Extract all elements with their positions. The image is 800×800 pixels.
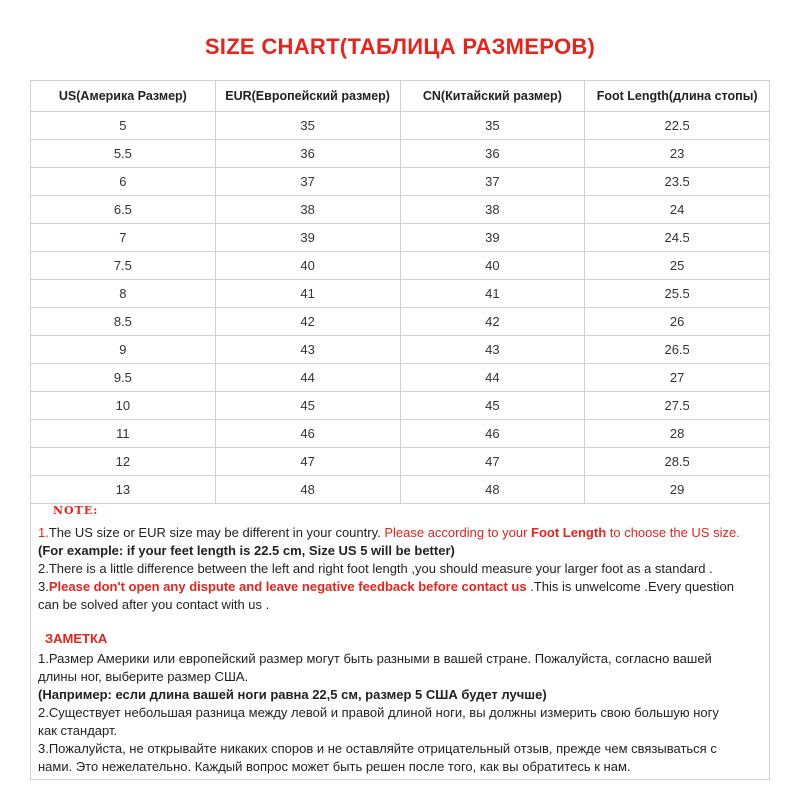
header-us: US(Америка Размер) [31, 81, 216, 112]
table-header-row [31, 81, 770, 112]
table-row [31, 196, 770, 224]
cell-eur: 35 [215, 112, 400, 140]
cell-cn: 35 [400, 112, 585, 140]
note-en-item-1-example: (For example: if your feet length is 22.5 cm, Size US 5 will be better) [38, 543, 455, 558]
cell-cn: 41 [400, 280, 585, 308]
cell-foot-length: 24.5 [585, 224, 770, 252]
cell-cn: 45 [400, 392, 585, 420]
table-row [31, 364, 770, 392]
cell-eur: 39 [215, 224, 400, 252]
header-eur: EUR(Европейский размер) [215, 81, 400, 112]
cell-foot-length: 24 [585, 196, 770, 224]
note-en-item-1-num: 1. [38, 525, 49, 540]
cell-eur: 43 [215, 336, 400, 364]
table-row [31, 224, 770, 252]
cell-cn: 40 [400, 252, 585, 280]
cell-foot-length: 29 [585, 476, 770, 504]
notes-section [38, 502, 763, 776]
note-en-item-3 [38, 578, 763, 596]
cell-foot-length: 28 [585, 420, 770, 448]
cell-us: 5 [31, 112, 216, 140]
cell-eur: 41 [215, 280, 400, 308]
table-row [31, 448, 770, 476]
cell-cn: 42 [400, 308, 585, 336]
note-en-item-1 [38, 524, 763, 542]
cell-foot-length: 26 [585, 308, 770, 336]
note-heading-en: NOTE: [53, 504, 99, 517]
cell-eur: 38 [215, 196, 400, 224]
cell-foot-length: 23 [585, 140, 770, 168]
cell-cn: 48 [400, 476, 585, 504]
cell-cn: 44 [400, 364, 585, 392]
cell-foot-length: 25 [585, 252, 770, 280]
cell-us: 12 [31, 448, 216, 476]
table-row [31, 420, 770, 448]
cell-us: 13 [31, 476, 216, 504]
cell-eur: 47 [215, 448, 400, 476]
note-en-item-3-num: 3. [38, 579, 49, 594]
cell-foot-length: 27 [585, 364, 770, 392]
table-row [31, 252, 770, 280]
cell-foot-length: 22.5 [585, 112, 770, 140]
cell-us: 10 [31, 392, 216, 420]
cell-us: 9.5 [31, 364, 216, 392]
note-ru-item-1-cont: длины ног, выберите размер США. [38, 669, 249, 684]
cell-eur: 36 [215, 140, 400, 168]
cell-us: 7.5 [31, 252, 216, 280]
cell-us: 8 [31, 280, 216, 308]
cell-us: 9 [31, 336, 216, 364]
cell-cn: 36 [400, 140, 585, 168]
cell-cn: 37 [400, 168, 585, 196]
table-row [31, 168, 770, 196]
note-ru-item-1: 1.Размер Америки или европейский размер могут быть разными в вашей стране. Пожалуйста, согласно вашей [38, 651, 712, 666]
cell-eur: 37 [215, 168, 400, 196]
page-title: SIZE CHART(ТАБЛИЦА РАЗМЕРОВ) [204, 34, 596, 59]
cell-foot-length: 27.5 [585, 392, 770, 420]
cell-cn: 38 [400, 196, 585, 224]
note-en-item-3-red: Please don't open any dispute and leave negative feedback before contact us [48, 579, 527, 594]
cell-us: 8.5 [31, 308, 216, 336]
table-row [31, 336, 770, 364]
table-row [31, 308, 770, 336]
cell-foot-length: 28.5 [585, 448, 770, 476]
size-table [30, 80, 770, 504]
cell-eur: 42 [215, 308, 400, 336]
note-en-item-1-foot-length: Foot Length [531, 525, 607, 540]
note-ru-item-3-cont: нами. Это нежелательно. Каждый вопрос может быть решен после того, как вы обратитесь к нам. [38, 759, 631, 774]
cell-us: 11 [31, 420, 216, 448]
note-en-item-1-text: The US size or EUR size may be different in your country. [48, 525, 385, 540]
cell-foot-length: 23.5 [585, 168, 770, 196]
note-ru-item-3: 3.Пожалуйста, не открывайте никаких споров и не оставляйте отрицательный отзыв, прежде чем связываться с [38, 741, 717, 756]
cell-eur: 45 [215, 392, 400, 420]
cell-foot-length: 26.5 [585, 336, 770, 364]
table-row [31, 140, 770, 168]
header-foot-length: Foot Length(длина стопы) [585, 81, 770, 112]
cell-eur: 48 [215, 476, 400, 504]
table-row [31, 112, 770, 140]
table-row [31, 392, 770, 420]
cell-eur: 40 [215, 252, 400, 280]
note-ru-item-2-cont: как стандарт. [38, 723, 118, 738]
cell-cn: 43 [400, 336, 585, 364]
note-en-item-3-cont: can be solved after you contact with us . [38, 597, 270, 612]
note-en-item-3-text: .This is unwelcome .Every question [526, 579, 734, 594]
note-en-item-1-red2: to choose the US size. [606, 525, 740, 540]
cell-eur: 46 [215, 420, 400, 448]
cell-us: 5.5 [31, 140, 216, 168]
note-ru-item-2: 2.Существует небольшая разница между левой и правой длиной ноги, вы должны измерить свою большую ногу [38, 705, 719, 720]
cell-us: 6 [31, 168, 216, 196]
header-cn: CN(Китайский размер) [400, 81, 585, 112]
table-row [31, 476, 770, 504]
note-en-item-2: 2.There is a little difference between the left and right foot length ,you should measure your larger foot as a standard . [38, 561, 713, 576]
cell-cn: 46 [400, 420, 585, 448]
note-heading-ru: ЗАМЕТКА [45, 631, 108, 646]
cell-us: 6.5 [31, 196, 216, 224]
size-table-body [31, 112, 770, 504]
cell-eur: 44 [215, 364, 400, 392]
cell-cn: 47 [400, 448, 585, 476]
cell-foot-length: 25.5 [585, 280, 770, 308]
cell-us: 7 [31, 224, 216, 252]
cell-cn: 39 [400, 224, 585, 252]
table-row [31, 280, 770, 308]
note-en-item-1-red1: Please according to your [384, 525, 532, 540]
note-ru-item-1-example: (Например: если длина вашей ноги равна 22,5 см, размер 5 США будет лучше) [38, 687, 547, 702]
